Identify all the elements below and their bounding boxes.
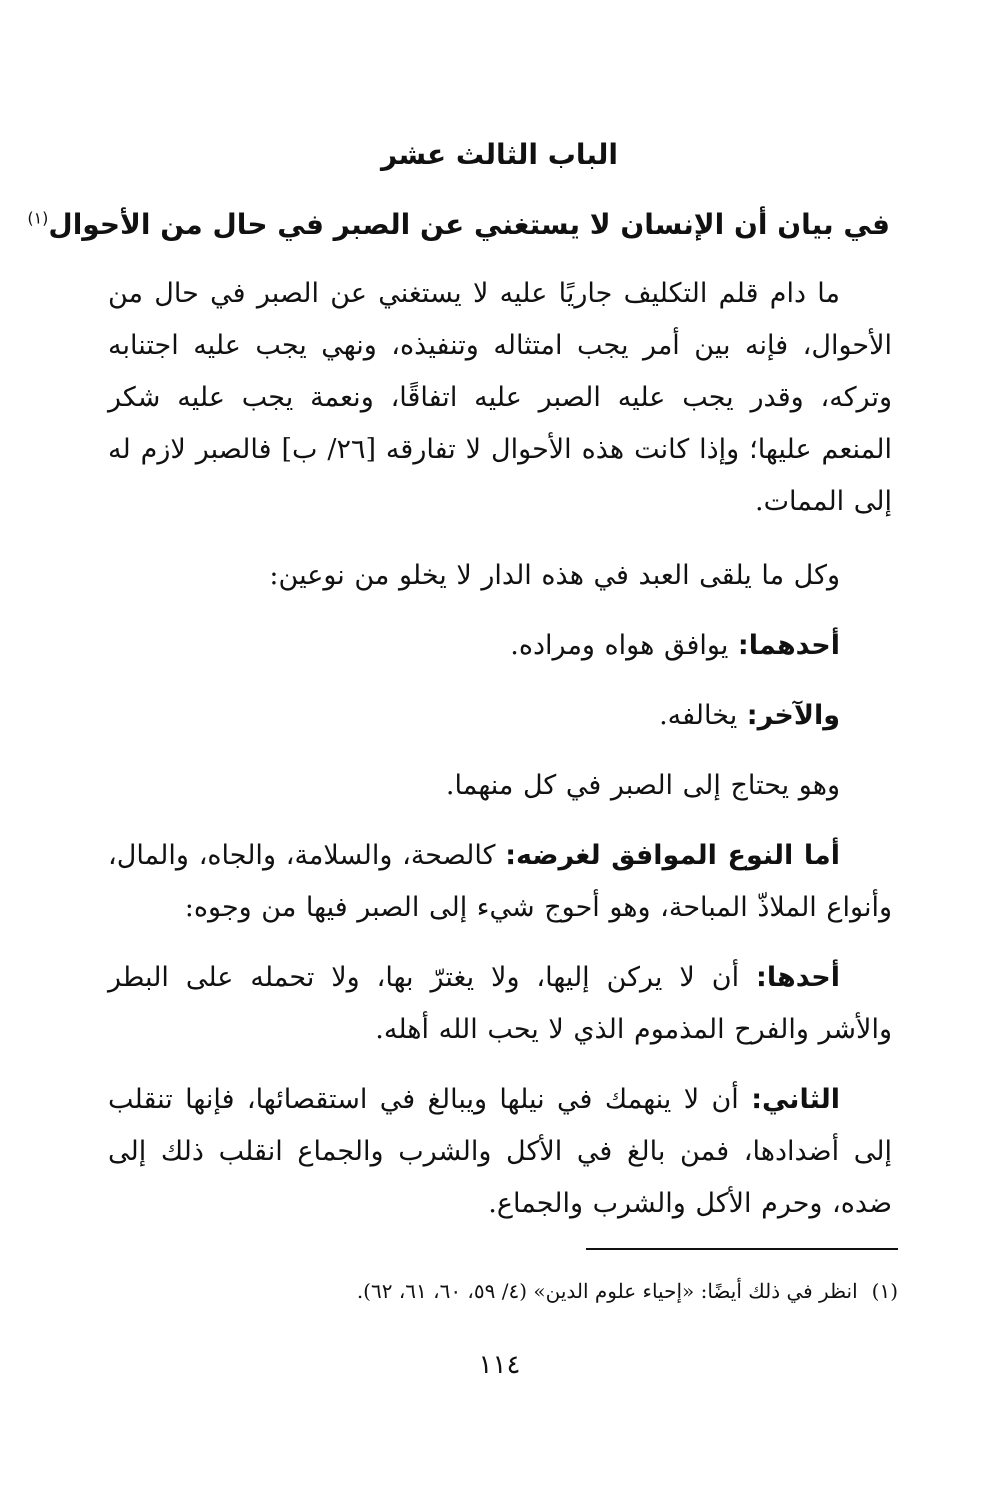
footnote-text: انظر في ذلك أيضًا: «إحياء علوم الدين» (٤/ ٥٩، ٦٠، ٦١، ٦٢).: [356, 1279, 858, 1303]
paragraph-1: ما دام قلم التكليف جاريًا عليه لا يستغني عن الصبر في حال من الأحوال، فإنه بين أمر يجب امتثاله وتنفيذه، ونهي يجب عليه اجتنابه وتركه، وقدر يجب عليه الصبر عليه اتفاقًا، ونعمة يجب عليه شكر المنعم عليها؛ وإذا كانت هذه الأحوال لا تفارقه [٢٦/ ب] فالصبر لازم له إلى الممات.: [108, 278, 892, 517]
chapter-subtitle: [27, 208, 890, 241]
paragraph-7-term: أحدها:: [756, 962, 840, 993]
paragraph-4: [108, 690, 892, 742]
chapter-subtitle-text: في بيان أن الإنسان لا يستغني عن الصبر في حال من الأحوال: [48, 208, 890, 241]
paragraph-3-term: أحدهما:: [737, 630, 840, 661]
paragraph-3: [108, 620, 892, 672]
footnote: [108, 1276, 898, 1306]
paragraph-6: [108, 830, 892, 934]
paragraph-6-term: أما النوع الموافق لغرضه:: [505, 840, 840, 871]
footnote-marker: (١): [27, 208, 49, 228]
paragraph-6-text: كالصحة، والسلامة، والجاه، والمال، وأنواع الملاذّ المباحة، وهو أحوج شيء إلى الصبر فيها من وجوه:: [108, 840, 892, 923]
paragraph-3-text: يوافق هواه ومراده.: [510, 630, 738, 661]
paragraph-8: [108, 1074, 892, 1230]
paragraph-7-text: أن لا يركن إليها، ولا يغترّ بها، ولا تحمله على البطر والأشر والفرح المذموم الذي لا يحب الله أهله.: [108, 962, 892, 1045]
paragraph-7: [108, 952, 892, 1056]
footnote-divider: [586, 1248, 898, 1250]
paragraph-5: وهو يحتاج إلى الصبر في كل منهما.: [445, 770, 840, 801]
page-number: ١١٤: [478, 1350, 521, 1380]
paragraph-8-text: أن لا ينهمك في نيلها ويبالغ في استقصائها، فإنها تنقلب إلى أضدادها، فمن بالغ في الأكل والشرب والجماع انقلب ذلك إلى ضده، وحرم الأكل والشرب والجماع.: [108, 1084, 892, 1219]
footnote-number: (١): [871, 1279, 898, 1303]
paragraph-4-term: والآخر:: [746, 700, 840, 731]
page-body: [108, 268, 892, 1230]
paragraph-8-term: الثاني:: [751, 1084, 840, 1115]
chapter-title: الباب الثالث عشر: [381, 138, 618, 171]
paragraph-2: وكل ما يلقى العبد في هذه الدار لا يخلو من نوعين:: [269, 560, 840, 591]
paragraph-4-text: يخالفه.: [659, 700, 747, 731]
